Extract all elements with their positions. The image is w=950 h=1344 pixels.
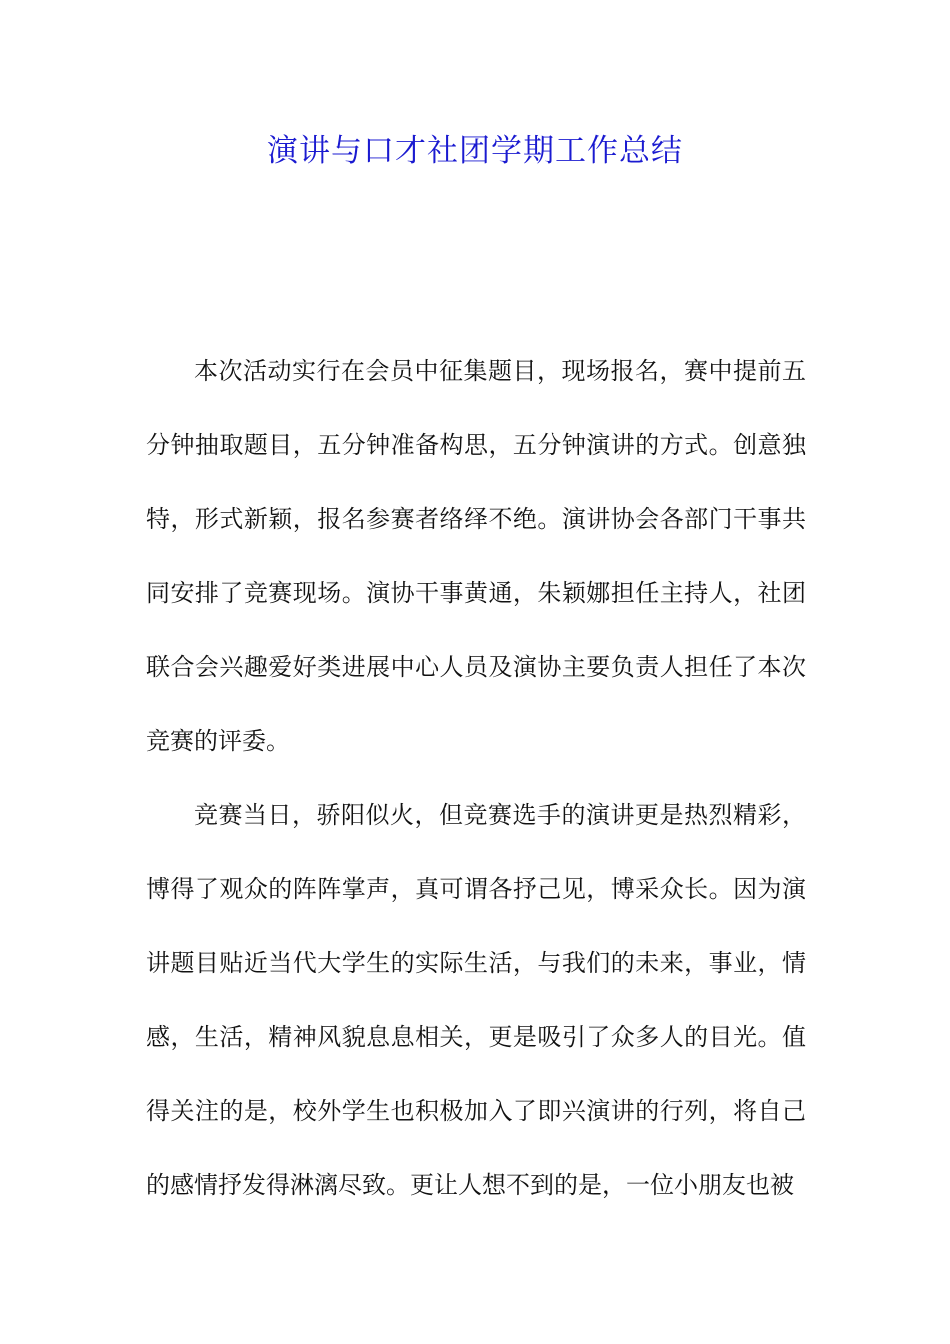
paragraph-1: 本次活动实行在会员中征集题目，现场报名，赛中提前五分钟抽取题目，五分钟准备构思，五分钟演讲的方式。创意独特，形式新颖，报名参赛者络绎不绝。演讲协会各部门干事共同安排了竞赛现场。演协干事黄通，朱颖娜担任主持人，社团联合会兴趣爱好类进展中心人员及演协主要负责人担任了本次竞赛的评委。 bbox=[146, 357, 806, 755]
paragraph-2: 竞赛当日，骄阳似火，但竞赛选手的演讲更是热烈精彩，博得了观众的阵阵掌声，真可谓各抒己见，博采众长。因为演讲题目贴近当代大学生的实际生活，与我们的未来，事业，情感，生活，精神风貌息息相关，更是吸引了众多人的目光。值得关注的是，校外学生也积极加入了即兴演讲的行列，将自己的感情抒发得淋漓尽致。更让人想不到的是，一位小朋友也被 bbox=[146, 801, 806, 1199]
document-title: 演讲与口才社团学期工作总结 bbox=[267, 133, 683, 169]
document-body bbox=[146, 334, 806, 1222]
